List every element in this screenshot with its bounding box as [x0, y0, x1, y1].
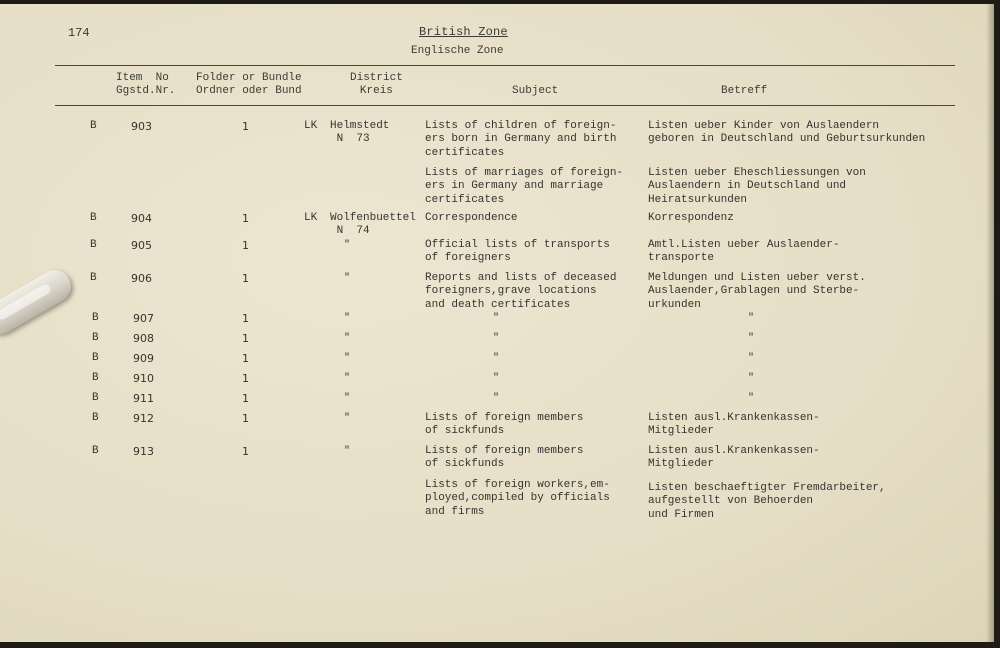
row-item-number: 905 [131, 239, 152, 252]
row-subject: Lists of foreign members of sickfunds [425, 412, 584, 438]
row-subject: Lists of marriages of foreign- ers in Germany and marriage certificates [425, 167, 624, 206]
row-code: B [90, 120, 97, 132]
row-folder: 1 [242, 212, 249, 225]
row-district-ditto: " [344, 333, 351, 344]
row-district-ditto: " [344, 413, 351, 424]
row-item-number: 912 [133, 412, 154, 425]
zone-subtitle: Englische Zone [411, 45, 504, 57]
page-number: 174 [68, 26, 90, 40]
row-folder: 1 [242, 272, 249, 285]
row-code: B [92, 332, 99, 344]
row-subject-ditto: " [493, 373, 500, 384]
row-folder: 1 [242, 120, 249, 133]
row-code: B [90, 212, 97, 224]
header-betreff: Betreff [721, 85, 768, 97]
row-district-ditto: " [344, 353, 351, 364]
row-item-number: 903 [131, 120, 152, 133]
row-betreff: Listen beschaeftigter Fremdarbeiter, aufgestellt von Behoerden und Firmen [648, 482, 886, 521]
row-betreff: Meldungen und Listen ueber verst. Auslaender,Grablagen und Sterbe- urkunden [648, 272, 866, 311]
row-item-number: 908 [133, 332, 154, 345]
row-item-number: 910 [133, 372, 154, 385]
row-district-ditto: " [344, 240, 351, 251]
row-subject-ditto: " [493, 313, 500, 324]
row-subject: Lists of foreign workers,em- ployed,compiled by officials and firms [425, 479, 610, 518]
row-district-ditto: " [344, 446, 351, 457]
row-code: B [90, 239, 97, 251]
row-subject: Reports and lists of deceased foreigners,grave locations and death certificates [425, 272, 617, 311]
row-code: B [92, 392, 99, 404]
row-item-number: 909 [133, 352, 154, 365]
row-item-number: 913 [133, 445, 154, 458]
row-folder: 1 [242, 239, 249, 252]
row-subject: Correspondence [425, 212, 518, 224]
header-item-no: Item No Ggstd.Nr. [116, 72, 176, 97]
zone-title: British Zone [419, 25, 508, 39]
row-betreff: Listen ausl.Krankenkassen- Mitglieder [648, 412, 820, 438]
row-district: Wolfenbuettel N 74 [330, 212, 416, 238]
row-betreff: Listen ueber Eheschliessungen von Auslaendern in Deutschland und Heiratsurkunden [648, 167, 866, 206]
row-betreff: Amtl.Listen ueber Auslaender- transporte [648, 239, 840, 265]
row-subject-ditto: " [493, 333, 500, 344]
page-edge-shadow [986, 4, 994, 642]
row-code: B [92, 312, 99, 324]
row-item-number: 911 [133, 392, 154, 405]
row-betreff-ditto: " [748, 333, 755, 344]
row-betreff: Korrespondenz [648, 212, 734, 224]
row-betreff-ditto: " [748, 313, 755, 324]
row-betreff: Listen ueber Kinder von Auslaendern geboren in Deutschland und Geburtsurkunden [648, 120, 926, 146]
row-folder: 1 [242, 445, 249, 458]
header-district: District Kreis [350, 72, 403, 97]
row-betreff-ditto: " [748, 373, 755, 384]
row-code: B [92, 352, 99, 364]
document-page [0, 4, 994, 642]
row-betreff: Listen ausl.Krankenkassen- Mitglieder [648, 445, 820, 471]
header-folder: Folder or Bundle Ordner oder Bund [196, 72, 302, 97]
row-subject-ditto: " [493, 393, 500, 404]
row-lk: LK [304, 120, 318, 132]
row-code: B [92, 372, 99, 384]
row-code: B [92, 412, 99, 424]
row-folder: 1 [242, 352, 249, 365]
row-subject: Lists of foreign members of sickfunds [425, 445, 584, 471]
row-subject: Official lists of transports of foreigners [425, 239, 610, 265]
row-folder: 1 [242, 412, 249, 425]
header-top-rule [55, 65, 955, 66]
header-bottom-rule [55, 105, 955, 106]
row-district-ditto: " [344, 393, 351, 404]
row-district-ditto: " [344, 313, 351, 324]
paper-clip [0, 264, 77, 339]
row-code: B [90, 272, 97, 284]
row-lk: LK [304, 212, 318, 224]
row-betreff-ditto: " [748, 353, 755, 364]
row-subject: Lists of children of foreign- ers born in Germany and birth certificates [425, 120, 617, 159]
row-folder: 1 [242, 372, 249, 385]
row-betreff-ditto: " [748, 393, 755, 404]
row-district: Helmstedt N 73 [330, 120, 390, 146]
row-district-ditto: " [344, 373, 351, 384]
row-item-number: 906 [131, 272, 152, 285]
row-item-number: 907 [133, 312, 154, 325]
header-subject: Subject [512, 85, 559, 97]
row-folder: 1 [242, 392, 249, 405]
row-district-ditto: " [344, 273, 351, 284]
row-folder: 1 [242, 332, 249, 345]
row-code: B [92, 445, 99, 457]
row-item-number: 904 [131, 212, 152, 225]
row-subject-ditto: " [493, 353, 500, 364]
row-folder: 1 [242, 312, 249, 325]
